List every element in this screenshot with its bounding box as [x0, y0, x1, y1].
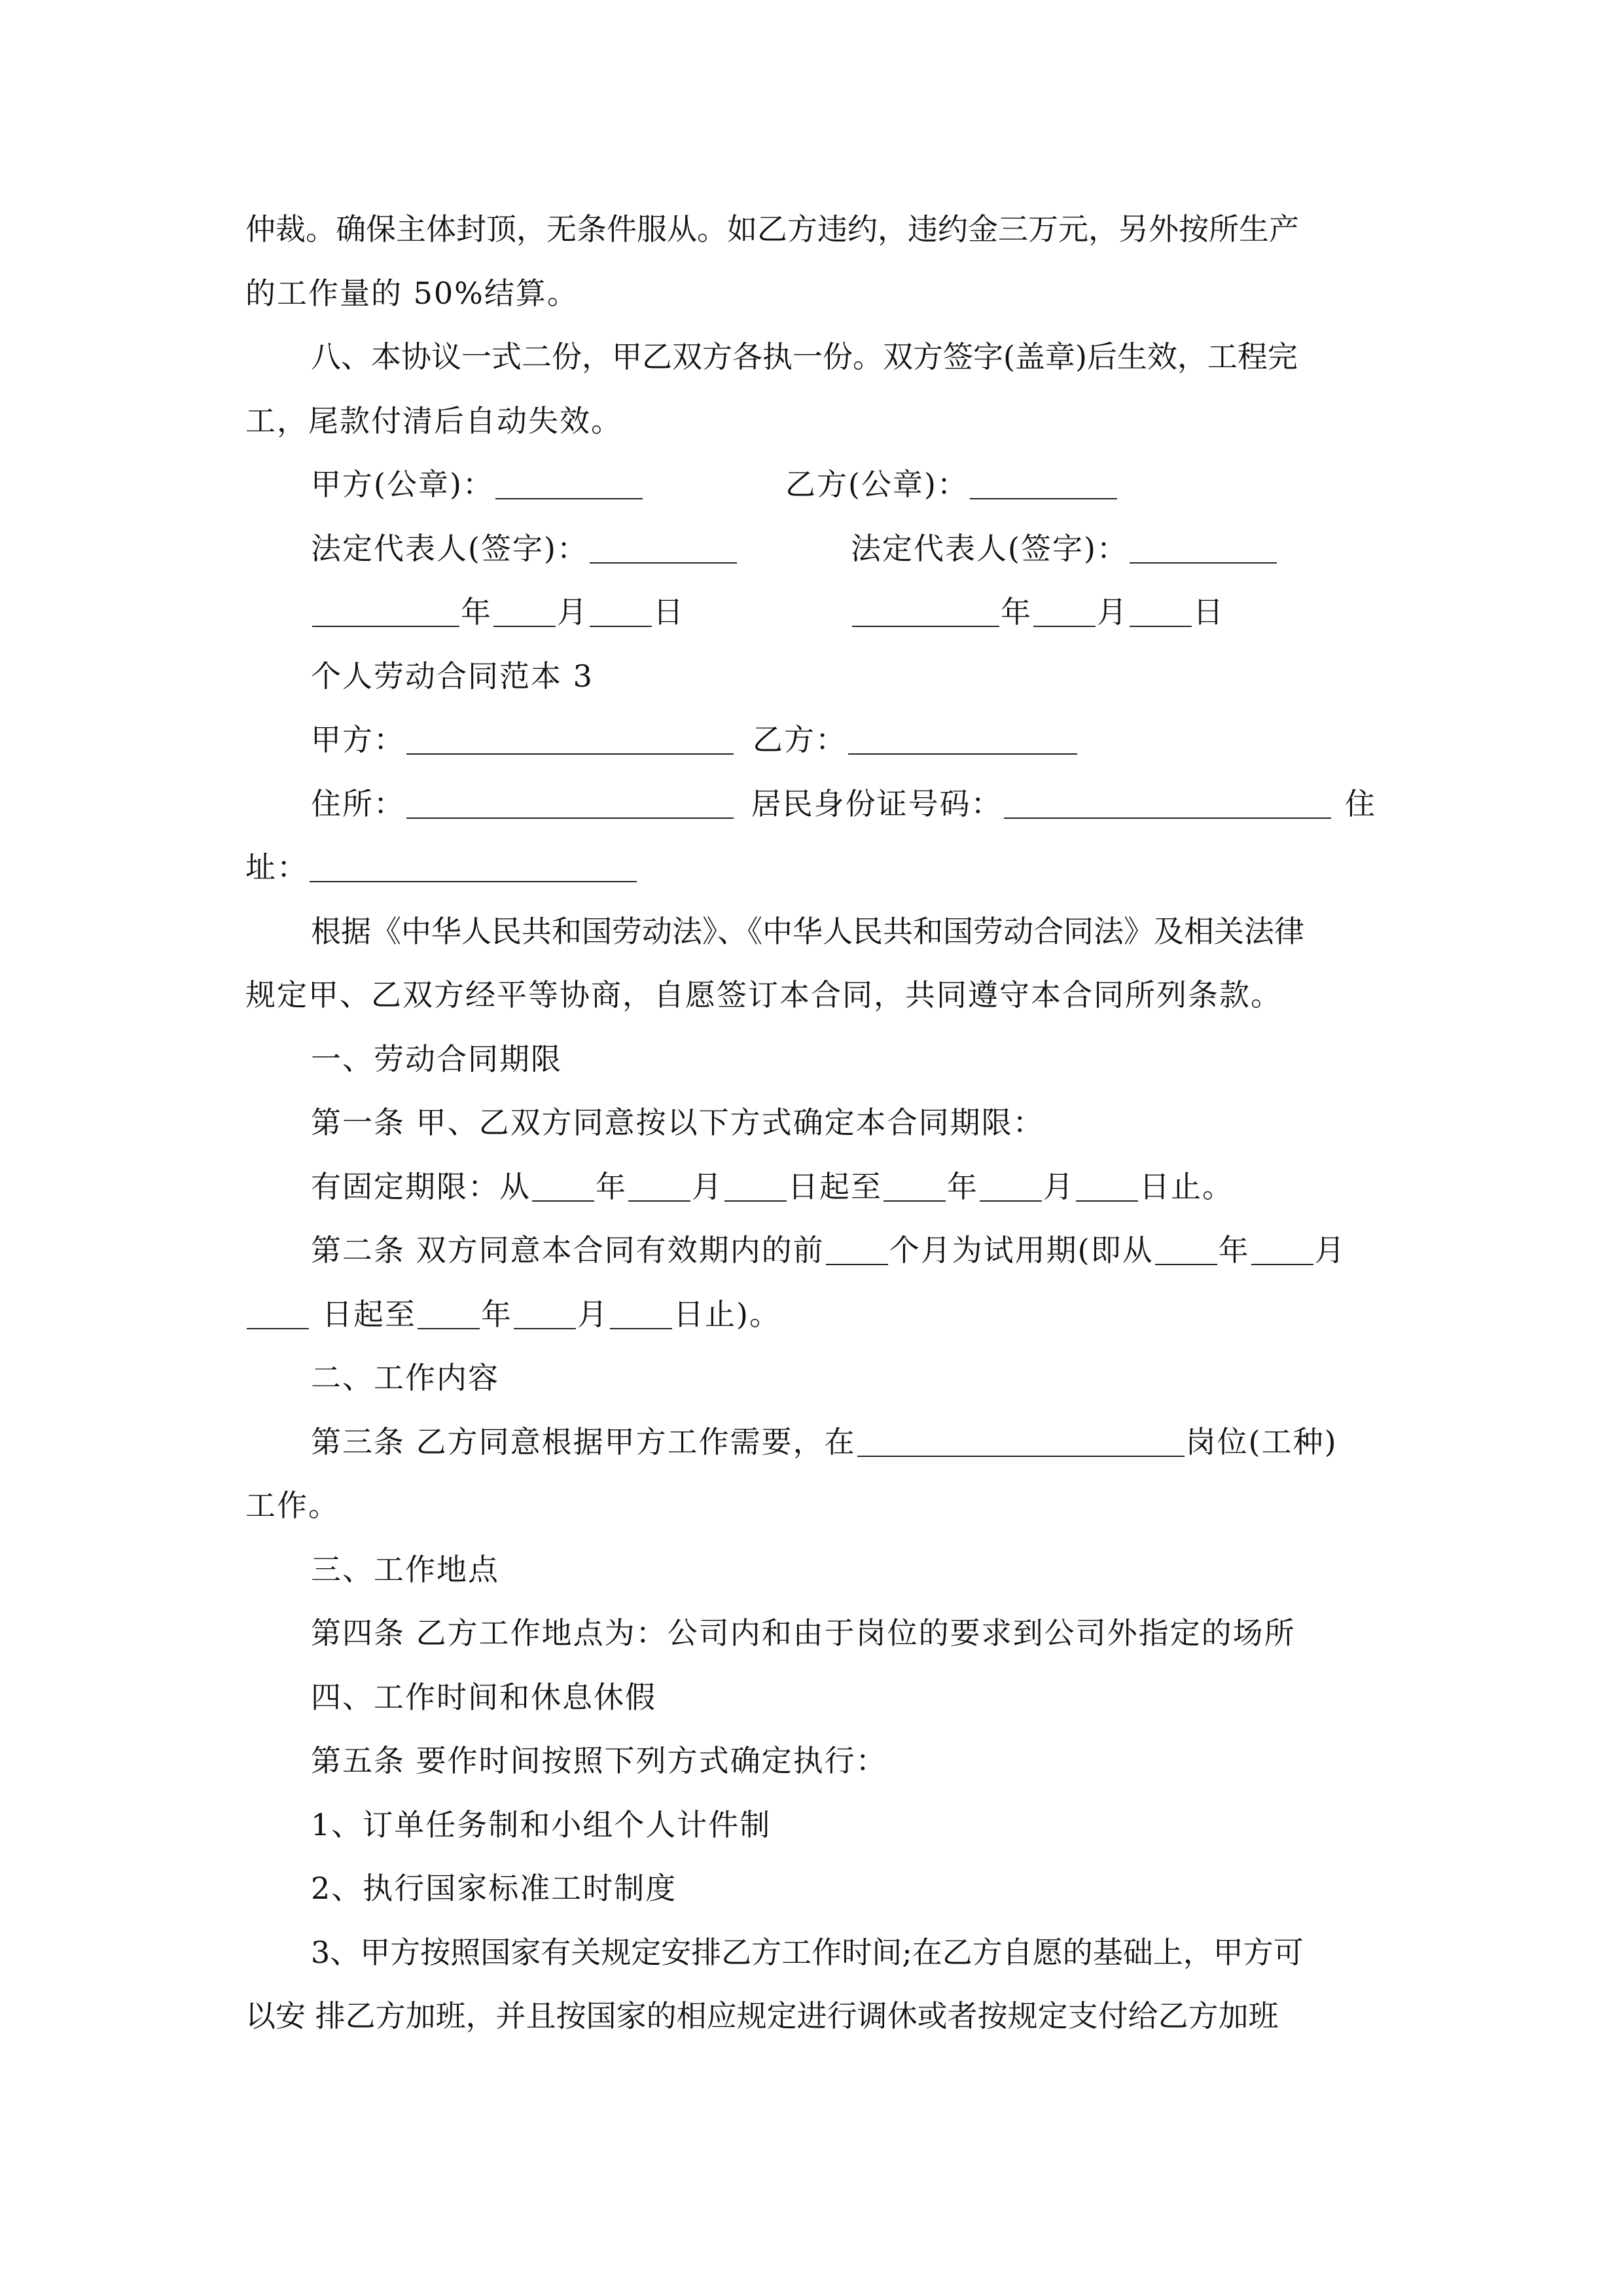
party-b-seal-line [785, 467, 1118, 502]
address-head: 住 [1345, 786, 1376, 821]
blank-field [1076, 1172, 1138, 1202]
paragraph-line [245, 1998, 1378, 2034]
label: 月 [1314, 1232, 1346, 1268]
party-a-line [311, 722, 735, 757]
text: 八、本协议一式二份，甲乙双方各执一份。双方签字(盖章)后生效，工程完 [311, 339, 1298, 374]
text: 3、甲方按照国家有关规定安排乙方工作时间;在乙方自愿的基础上，甲方可 [311, 1935, 1304, 1970]
blank-field [628, 1172, 690, 1202]
label: 岗位(工种) [1185, 1424, 1338, 1460]
label: 日 [653, 594, 685, 630]
blank-field [724, 1172, 787, 1202]
heading-4: 四、工作时间和休息休假 [311, 1679, 656, 1715]
label: 月 [577, 1297, 609, 1332]
blank-field [590, 597, 652, 627]
blank-field [848, 725, 1077, 755]
article-2-line [311, 1232, 1346, 1268]
paragraph-line: 工，尾款付清后自动失效。 [245, 403, 622, 439]
label: 日起至 [788, 1169, 882, 1204]
label: 个月为试用期(即从 [889, 1232, 1154, 1268]
blank-field [883, 1172, 946, 1202]
blank-field [1130, 597, 1192, 627]
blank-field [514, 1299, 576, 1329]
label: 月 [692, 1169, 723, 1204]
label: 有固定期限：从 [311, 1169, 531, 1204]
label: 年 [461, 594, 492, 630]
label: 日止)。 [673, 1297, 781, 1332]
label: 年 [1218, 1232, 1250, 1268]
article-3-tail: 工作。 [245, 1488, 340, 1523]
blank-field [1004, 789, 1331, 819]
label: 年 [596, 1169, 627, 1204]
label: 法定代表人(签字)： [311, 531, 588, 566]
date-line-a [311, 594, 685, 630]
blank-field [1130, 533, 1277, 564]
blank-field [247, 1299, 309, 1329]
blank-field [310, 852, 637, 882]
paragraph-line: 的工作量的 50%结算。 [245, 276, 579, 311]
article-4: 第四条 乙方工作地点为：公司内和由于岗位的要求到公司外指定的场所 [311, 1615, 1296, 1651]
blank-field [418, 1299, 480, 1329]
label: 第三条 乙方同意根据甲方工作需要，在 [311, 1424, 856, 1460]
label: 月 [557, 594, 588, 630]
text: 根据《中华人民共和国劳动法》、《中华人民共和国劳动合同法》及相关法律 [311, 914, 1304, 949]
article-1: 第一条 甲、乙双方同意按以下方式确定本合同期限： [311, 1105, 1044, 1140]
fixed-term-line [311, 1169, 1234, 1204]
party-a-seal-line [311, 467, 644, 502]
paragraph-line: 规定甲、乙双方经平等协商，自愿签订本合同，共同遵守本合同所列条款。 [245, 977, 1282, 1013]
date-line-b [851, 594, 1224, 630]
blank-field [406, 725, 734, 755]
list-item-2: 2、执行国家标准工时制度 [311, 1871, 677, 1906]
blank-field [970, 469, 1117, 499]
paragraph-line [311, 339, 1378, 374]
label: 乙方(公章)： [785, 467, 969, 502]
label: 年 [481, 1297, 512, 1332]
label: 居民身份证号码： [751, 786, 1003, 821]
label: 年 [1001, 594, 1032, 630]
label: 日起至 [322, 1297, 416, 1332]
party-b-line [753, 722, 1079, 757]
label: 址： [245, 850, 308, 885]
label: 月 [1097, 594, 1128, 630]
text: 仲裁。确保主体封顶，无条件服从。如乙方违约，违约金三万元，另外按所生产 [245, 211, 1299, 247]
blank-field [610, 1299, 672, 1329]
heading-2: 二、工作内容 [311, 1360, 499, 1395]
blank-field [590, 533, 737, 564]
article-3-line [311, 1424, 1338, 1460]
label: 年 [947, 1169, 978, 1204]
section-title: 个人劳动合同范本 3 [311, 658, 594, 694]
paragraph-line [311, 914, 1378, 949]
blank-field [1033, 597, 1096, 627]
label: 甲方(公章)： [311, 467, 494, 502]
label: 法定代表人(签字)： [851, 531, 1128, 566]
rep-b-line [851, 533, 1278, 564]
residence-line [311, 786, 1332, 821]
label: 月 [1043, 1169, 1075, 1204]
heading-3: 三、工作地点 [311, 1552, 499, 1587]
article-2-cont [245, 1297, 781, 1332]
paragraph-line [245, 211, 1378, 247]
rep-a-line [311, 533, 738, 564]
blank-field [532, 1172, 594, 1202]
heading-1: 一、劳动合同期限 [311, 1041, 562, 1077]
label: 日止。 [1139, 1169, 1234, 1204]
blank-field [852, 597, 999, 627]
blank-field [312, 597, 459, 627]
blank-field [406, 789, 734, 819]
label: 第二条 双方同意本合同有效期内的前 [311, 1232, 825, 1268]
blank-field [495, 469, 643, 499]
label: 日 [1193, 594, 1224, 630]
label: 住所： [311, 786, 405, 821]
blank-field [980, 1172, 1042, 1202]
label: 甲方： [311, 722, 405, 757]
article-5: 第五条 要作时间按照下列方式确定执行： [311, 1743, 887, 1778]
address-line [245, 850, 638, 885]
blank-field [1155, 1235, 1217, 1265]
blank-field [493, 597, 556, 627]
paragraph-line [311, 1935, 1378, 1970]
blank-field [857, 1427, 1185, 1457]
blank-field [1251, 1235, 1313, 1265]
label: 乙方： [753, 722, 847, 757]
list-item-1: 1、订单任务制和小组个人计件制 [311, 1807, 772, 1842]
blank-field [826, 1235, 888, 1265]
text: 以安 排乙方加班，并且按国家的相应规定进行调休或者按规定支付给乙方加班 [245, 1998, 1279, 2034]
